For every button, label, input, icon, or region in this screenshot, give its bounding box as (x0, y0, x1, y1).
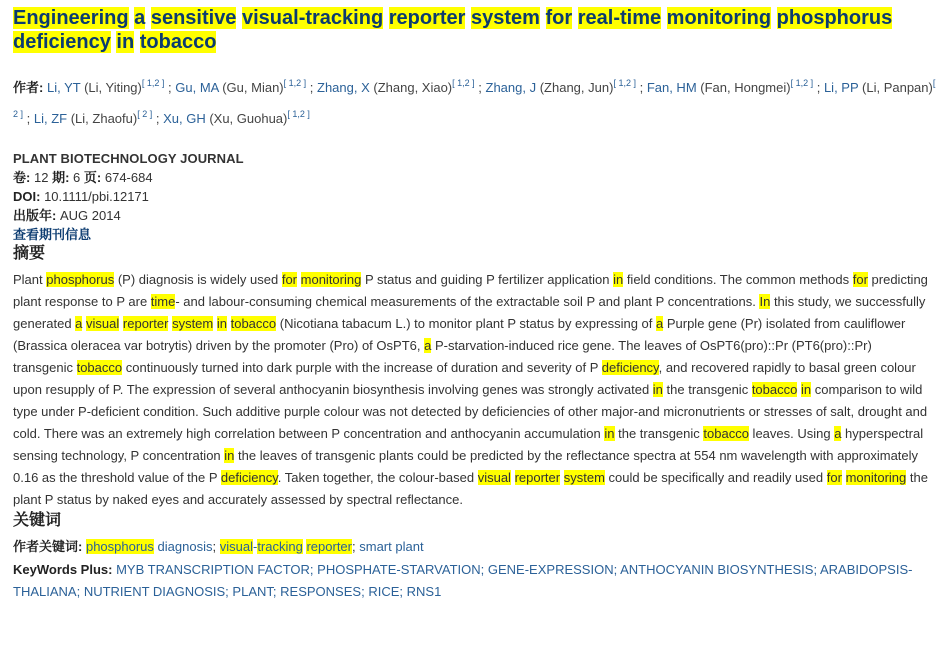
author-link[interactable]: Zhang, J (485, 80, 537, 95)
highlighted-term: tobacco (76, 360, 123, 375)
text-segment: P status and guiding P fertilizer application (361, 272, 614, 287)
keyword-plus-link[interactable]: MYB TRANSCRIPTION FACTOR (116, 562, 310, 577)
text-segment: could be specifically and readily used (604, 470, 827, 485)
author-full-name: (Fan, Hongmei) (696, 80, 791, 95)
text-segment: hyperspectral sensing technology, P concentration (13, 426, 924, 463)
text-segment (540, 7, 546, 29)
keywords-plus-row (13, 559, 937, 603)
highlighted-term: a (134, 7, 146, 29)
affiliation-ref[interactable]: [ 1,2 ] (452, 78, 475, 88)
separator: ; (309, 562, 314, 577)
journal-block (13, 149, 937, 244)
author-full-name: (Gu, Mian) (218, 80, 284, 95)
author-keyword-link[interactable] (86, 539, 213, 554)
authors-label: 作者: (13, 80, 44, 95)
highlighted-term: deficiency (220, 470, 278, 485)
affiliation-ref[interactable]: [ 2 ] (137, 109, 153, 119)
highlighted-term: tobacco (751, 382, 798, 397)
highlighted-term: sensitive (150, 7, 237, 29)
keyword-plus-link[interactable]: RNS1 (406, 584, 442, 599)
separator: ; (474, 80, 482, 95)
highlighted-term: in (224, 448, 235, 463)
affiliation-ref[interactable]: [ 1,2 ] (283, 78, 307, 88)
keyword-plus-link[interactable]: PLANT (232, 584, 273, 599)
highlighted-term: tobacco (703, 426, 749, 441)
highlighted-term: visual (477, 470, 511, 485)
text-segment: diagnosis (153, 539, 213, 554)
keyword-plus-link[interactable]: RICE (368, 584, 400, 599)
separator: ; (613, 562, 618, 577)
text-segment: - (252, 539, 258, 554)
separator: ; (399, 584, 403, 599)
text-segment (134, 31, 140, 53)
highlighted-term: deficiency (13, 31, 111, 53)
highlighted-term: In (759, 294, 771, 309)
highlighted-term: tobacco (230, 316, 277, 331)
highlighted-term: system (172, 316, 214, 331)
highlighted-term: system (471, 7, 540, 29)
text-segment: the leaves of transgenic plants could be predicted by the reflectance spectra at 554 nm wavelength with approximately 0.16 as the threshold value of the P (13, 448, 919, 485)
text-segment: the plant P status by naked eyes and accurately assessed by spectral reflectance. (13, 470, 928, 507)
text-segment (572, 7, 578, 29)
keyword-plus-link[interactable]: RESPONSES (280, 584, 362, 599)
record-title (13, 6, 937, 54)
separator: ; (635, 80, 644, 95)
author-keywords-row (13, 536, 937, 558)
author-full-name: (Li, Yiting) (80, 80, 142, 95)
author-keyword-link[interactable] (359, 539, 423, 554)
separator: ; (76, 584, 81, 599)
keyword-plus-link[interactable]: ANTHOCYANIN BIOSYNTHESIS (620, 562, 814, 577)
view-journal-info-link[interactable]: 查看期刊信息 (13, 227, 92, 242)
separator: ; (152, 111, 160, 126)
doi-label: DOI: (13, 189, 41, 204)
issue-value: 6 (73, 170, 81, 185)
highlighted-term: phosphorus (85, 539, 154, 554)
text-segment: Plant (13, 272, 47, 287)
author-full-name: (Zhang, Xiao) (369, 80, 453, 95)
pages-value: 674-684 (104, 170, 153, 185)
highlighted-term: visual (86, 316, 120, 331)
year-label: 出版年: (13, 208, 57, 223)
author-keyword-link[interactable] (220, 539, 352, 554)
text-segment: the transgenic (614, 426, 704, 441)
separator: ; (225, 584, 229, 599)
volume-value: 12 (33, 170, 49, 185)
author-full-name: (Li, Zhaofu) (67, 111, 138, 126)
separator: ; (480, 562, 485, 577)
highlighted-term: time (150, 294, 176, 309)
separator: ; (813, 562, 818, 577)
affiliation-ref[interactable]: [ 1,2 ] (287, 109, 310, 119)
highlighted-term: for (545, 7, 573, 29)
text-segment: - and labour-consuming chemical measurements of the extractable soil P and plant P concentrations. (175, 294, 760, 309)
author-full-name: (Xu, Guohua) (205, 111, 288, 126)
highlighted-term: in (604, 426, 615, 441)
doi-value: 10.1111/pbi.12171 (44, 189, 149, 204)
author-link[interactable]: Zhang, X (317, 80, 370, 95)
highlighted-term: a (656, 316, 664, 331)
highlighted-term: in (652, 382, 663, 397)
highlighted-term: for (826, 470, 842, 485)
separator: ; (23, 111, 31, 126)
highlighted-term: tracking (257, 539, 303, 554)
keyword-plus-link[interactable]: ARABIDOPSIS-THALIANA (13, 562, 913, 599)
highlighted-term: for (281, 272, 298, 287)
highlighted-term: for (852, 272, 868, 287)
highlighted-term: monitoring (666, 7, 772, 29)
text-segment: smart plant (359, 539, 424, 554)
text-segment: , and recovered rapidly to basal green colour upon resupply of P. The expression of several anthocyanin biosynthesis involving genes was strongly activated (13, 360, 916, 397)
pages-label: 页: (83, 170, 102, 185)
issue-label: 期: (52, 170, 70, 185)
highlighted-term: system (563, 470, 605, 485)
highlighted-term: reporter (514, 470, 561, 485)
highlighted-term: in (800, 382, 812, 397)
author-link[interactable]: Li, YT (46, 80, 81, 95)
highlighted-term: visual (219, 539, 253, 554)
author-keyword-list (86, 539, 424, 554)
volume-issue-pages (13, 168, 937, 187)
author-full-name: (Li, Panpan) (858, 80, 933, 95)
highlighted-term: phosphorus (46, 272, 115, 287)
author-full-name: (Zhang, Jun) (536, 80, 614, 95)
text-segment: field conditions. The common methods (623, 272, 853, 287)
highlighted-term: tobacco (139, 31, 217, 53)
highlighted-term: a (75, 316, 83, 331)
author-keywords-label: 作者关键词: (13, 539, 83, 554)
text-segment: this study, we successfully generated (13, 294, 926, 331)
authors-block (13, 70, 937, 132)
author-link[interactable]: Li, ZF (33, 111, 68, 126)
author-link[interactable]: Li, PP (823, 80, 859, 95)
journal-name: PLANT BIOTECHNOLOGY JOURNAL (13, 151, 244, 166)
highlighted-term: real-time (577, 7, 662, 29)
separator: ; (212, 539, 217, 554)
highlighted-term: reporter (122, 316, 169, 331)
highlighted-term: a (834, 426, 842, 441)
text-segment (383, 7, 389, 29)
highlighted-term: in (116, 31, 135, 53)
text-segment: leaves. Using (748, 426, 835, 441)
affiliation-ref[interactable]: [ 1,2 ] (613, 78, 636, 88)
affiliation-ref[interactable]: [ 1,2 ] (790, 78, 814, 88)
text-segment: (P) diagnosis is widely used (114, 272, 282, 287)
separator: ; (272, 584, 277, 599)
author-link[interactable]: Xu, GH (163, 111, 206, 126)
text-segment: comparison to wild type under P-deficient condition. Such additive purple colour was not detected by deficiencies of other major-and micronutrients or stresses of salt, drought and cold. There was an extremely high correlation between P concentration and anthocyanin accumulation (13, 382, 928, 441)
keywords-heading: 关键词 (13, 512, 62, 529)
separator: ; (361, 584, 365, 599)
text-segment: Purple gene (Pr) isolated from cauliflower (Brassica oleracea var botrytis) driven by the promoter (Pro) of OsPT6, (13, 316, 906, 353)
text-segment: . Taken together, the colour-based (277, 470, 478, 485)
author-link[interactable]: Fan, HM (646, 80, 697, 95)
separator: ; (813, 80, 821, 95)
year-row (13, 206, 937, 225)
highlighted-term: a (424, 338, 432, 353)
affiliation-ref[interactable]: [ 1,2 ] (141, 78, 165, 88)
abstract-text (13, 269, 931, 511)
highlighted-term: in (613, 272, 624, 287)
highlighted-term: reporter (306, 539, 352, 554)
abstract-heading: 摘要 (13, 245, 46, 262)
text-segment: the transgenic (662, 382, 752, 397)
highlighted-term: deficiency (601, 360, 659, 375)
highlighted-term: visual-tracking (242, 7, 384, 29)
highlighted-term: Engineering (13, 7, 129, 29)
highlighted-term: monitoring (845, 470, 907, 485)
highlighted-term: reporter (388, 7, 466, 29)
separator: ; (306, 80, 314, 95)
volume-label: 卷: (13, 170, 31, 185)
text-segment: predicting plant response to P are (13, 272, 928, 309)
separator: ; (352, 539, 356, 554)
year-value: AUG 2014 (59, 208, 121, 223)
text-segment: continuously turned into dark purple with the increase of duration and severity of P (122, 360, 602, 375)
keywords-plus-list (13, 562, 912, 599)
doi-row (13, 187, 937, 206)
affiliation-ref[interactable]: [ 2 ] (13, 78, 936, 119)
keywords-plus-label: KeyWords Plus: (13, 562, 113, 577)
text-segment (661, 7, 667, 29)
author-link[interactable]: Gu, MA (175, 80, 219, 95)
separator: ; (164, 80, 172, 95)
highlighted-term: in (216, 316, 227, 331)
author-list (13, 80, 935, 126)
highlighted-term: phosphorus (776, 7, 893, 29)
text-segment: (Nicotiana tabacum L.) to monitor plant P status by expressing of (276, 316, 656, 331)
text-segment: P-starvation-induced rice gene. The leaves of OsPT6(pro)::Pr (PT6(pro)::Pr) transgenic (13, 338, 872, 375)
keyword-plus-link[interactable]: NUTRIENT DIAGNOSIS (83, 584, 226, 599)
highlighted-term: monitoring (300, 272, 362, 287)
keyword-plus-link[interactable]: GENE-EXPRESSION (487, 562, 614, 577)
text-segment (771, 7, 777, 29)
text-segment (145, 7, 151, 29)
keyword-plus-link[interactable]: PHOSPHATE-STARVATION (317, 562, 481, 577)
